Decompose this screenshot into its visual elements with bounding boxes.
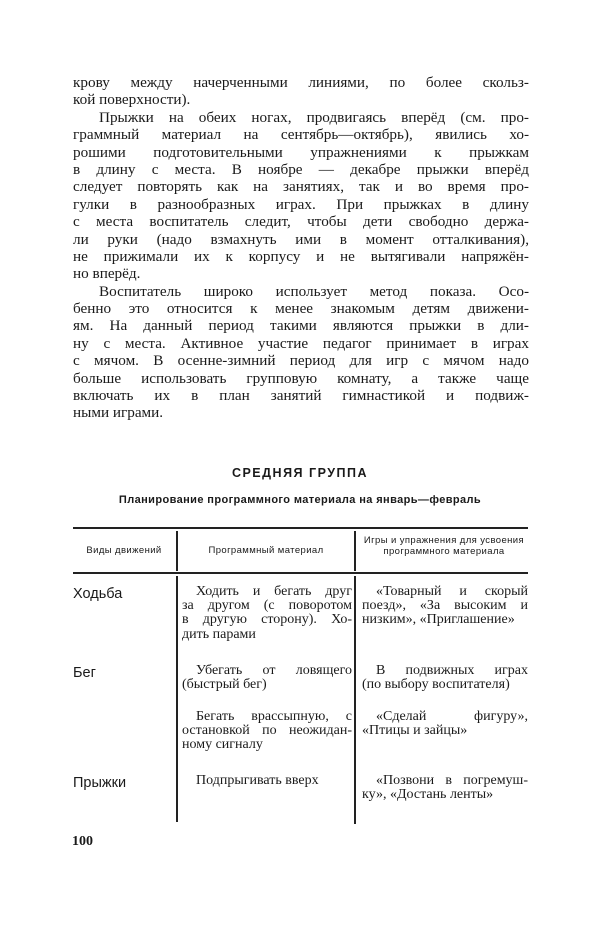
cell-line: ному сигналу (182, 737, 263, 753)
cell-line: (по выбору воспитателя) (362, 677, 510, 693)
text-line: с места воспитатель следит, чтобы дети свободно держа- (73, 213, 529, 231)
cell-line: за другом (с поворотом (182, 598, 352, 614)
games-cell (362, 664, 528, 692)
text-line: граммный материал на сентябрь—октябрь), явились хо- (73, 126, 529, 144)
games-cell (362, 585, 528, 628)
text-line: ну с места. Активное участие педагог принимает в играх (73, 334, 529, 352)
header-movement-types: Виды движений (86, 545, 162, 556)
cell-line: остановкой по неожидан- (182, 723, 352, 739)
cell-line: «Птицы и зайцы» (362, 723, 468, 739)
text-line: ными играми. (73, 404, 164, 422)
cell-line: «Товарный и скорый (376, 584, 528, 599)
section-title: СРЕДНЯЯ ГРУППА (231, 466, 369, 480)
cell-line: (быстрый бег) (182, 677, 267, 693)
text-line: крову между начерченными линиями, по более скольз- (73, 74, 529, 91)
cell-line: ку», «Достань ленты» (362, 787, 494, 803)
column-divider (176, 576, 178, 822)
paragraph (73, 109, 529, 283)
text-line: Воспитатель широко использует метод показа. Осо- (99, 282, 529, 300)
text-line: гулки в разнообразных играх. При прыжках в длину (73, 195, 529, 213)
text-line: с мячом. В осенне-зимний период для игр с мячом надо (73, 352, 529, 370)
movement-type: Ходьба (73, 586, 123, 602)
text-line: рошими подготовительными упражнениями к прыжкам (73, 143, 529, 161)
table-header-rule (73, 572, 528, 574)
text-line: ям. На данный период такими являются прыжки в дли- (73, 317, 529, 335)
text-line: включать их в план занятий гимнастикой и подвиж- (73, 387, 529, 405)
page-number: 100 (72, 834, 93, 849)
cell-line: В подвижных играх (376, 663, 528, 678)
paragraph (73, 74, 529, 109)
text-line: но вперёд. (73, 265, 141, 283)
program-material-cell (182, 585, 352, 642)
cell-line: «Сделай фигуру», (376, 709, 528, 724)
program-material-cell (182, 774, 352, 788)
text-line: ли руки (надо взмахнуть ими в момент отталкивания), (73, 230, 529, 248)
movement-type: Прыжки (73, 775, 127, 791)
column-divider (354, 576, 356, 824)
cell-line: низким», «Приглашение» (362, 612, 515, 628)
table-top-rule (73, 527, 528, 529)
cell-line: Ходить и бегать друг (196, 584, 352, 599)
cell-line: Подпрыгивать вверх (196, 773, 319, 788)
text-line: не прижимали их к корпусу и не вытягивали напряжён- (73, 247, 529, 265)
text-line: Прыжки на обеих ногах, продвигаясь вперёд (см. про- (99, 108, 529, 126)
text-line: кой поверхности). (73, 91, 191, 109)
cell-line: в другую сторону). Хо- (182, 612, 352, 628)
paragraph (73, 283, 529, 422)
header-games: Игры и упражнения для усвоения программного материала (363, 535, 525, 557)
text-line: бенно это относится к менее знакомым детям движени- (73, 300, 529, 318)
cell-line: дить парами (182, 626, 256, 642)
program-material-cell (182, 664, 352, 692)
text-line: следует повторять как на занятиях, так и во время про- (73, 178, 529, 196)
program-material-cell (182, 710, 352, 753)
text-line: больше использовать групповую комнату, а также чаще (73, 369, 529, 387)
cell-line: поезд», «За высоким и (362, 598, 528, 614)
games-cell (362, 710, 528, 738)
column-divider (176, 531, 178, 571)
body-text (73, 74, 529, 422)
cell-line: «Позвони в погремуш- (376, 773, 528, 788)
header-program-material: Программный материал (208, 545, 324, 556)
text-line: в длину с места. В ноябре — декабре прыжки вперёд (73, 160, 529, 178)
cell-line: Бегать врассыпную, с (196, 709, 352, 724)
games-cell (362, 774, 528, 802)
column-divider (354, 531, 356, 571)
section-subtitle: Планирование программного материала на январь—февраль (118, 494, 482, 506)
cell-line: Убегать от ловящего (196, 663, 352, 678)
movement-type: Бег (73, 665, 96, 681)
